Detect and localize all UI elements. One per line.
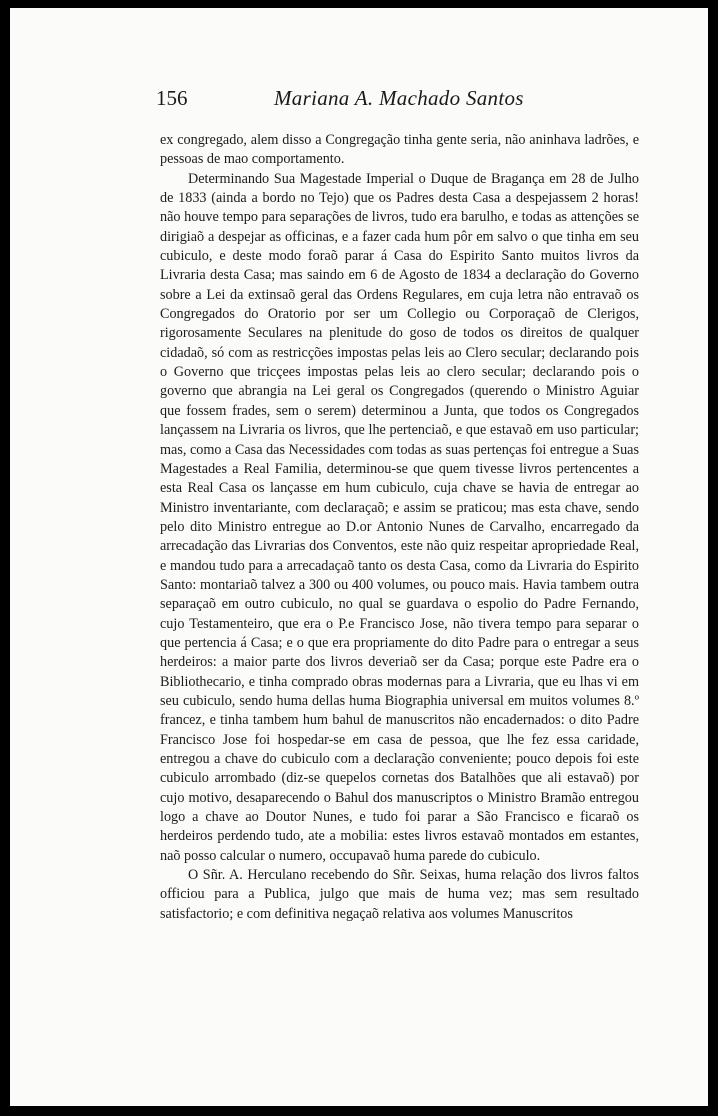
page-number: 156 [156, 86, 188, 110]
body-text [160, 131, 639, 924]
paragraph-continuation: ex congregado, alem disso a Congregação tinha gente seria, não aninhava ladrões, e pessoas de mao comportamento. [160, 132, 639, 168]
paragraph-herculano: O Sñr. A. Herculano recebendo do Sñr. Seixas, huma relação dos livros faltos officiou para a Publica, julgo que mais de huma vez; mas sem resultado satisfactorio; e com definitiva negaçaõ relativa aos volumes Manuscritos [160, 867, 639, 922]
running-title: Mariana A. Machado Santos [274, 86, 524, 110]
paragraph-main: Determinando Sua Magestade Imperial o Duque de Bragança em 28 de Julho de 1833 (ainda a bordo no Tejo) que os Padres desta Casa a despejassem 2 horas! não houve tempo para separações de livros, tudo era barulho, e todas as attenções se dirigiaõ a despejar as officinas, e a fazer cada hum pôr em salvo o que tinha em seu cubiculo, e deste modo foraõ parar á Casa do Espirito Santo muitos livros da Livraria desta Casa; mas saindo em 6 de Agosto de 1834 a declaração do Governo sobre a Lei da extinsaõ geral das Ordens Regulares, em cuja letra não entravaõ os Congregados do Oratorio por ser um Collegio ou Corporaçaõ de Clerigos, rigorosamente Seculares na plenitude do goso de todos os direitos de qualquer cidadaõ, só com as restricções impostas pelas leis ao Clero secular; declarando pois o Governo que tricçees impostas pelas leis ao clero secular; declarando pois o governo que abrangia na Lei geral os Congregados (querendo o Ministro Aguiar que fossem frades, sem o serem) determinou a Junta, que todos os Congregados lançassem na Livraria os livros, que lhe pertenciaõ, e que estavaõ em uso particular; mas, como a Casa das Necessidades com todas as suas pertenças foi entregue a Suas Magestades a Real Familia, determinou-se que quem tivesse livros pertencentes a esta Real Casa os lançasse em hum cubiculo, cuja chave se havia de entregar ao Ministro inventariante, com declaraçaõ; e assim se praticou; mas esta chave, sendo pelo dito Ministro entregue ao D.or Antonio Nunes de Carvalho, encarregado da arrecadação das Livrarias dos Conventos, este não quiz respeitar apropriedade Real, e mandou tudo para a arrecadaçaõ tanto os desta Casa, como da Livraria do Espirito Santo: montariaõ talvez a 300 ou 400 volumes, ou pouco mais. Havia tambem outra separaçaõ em outro cubiculo, no qual se guardava o espolio do Padre Fernando, cujo Testamenteiro, que era o P.e Francisco Jose, não tivera tempo para separar o que pertencia á Casa; e o que era propriamente do dito Padre para o entregar a seus herdeiros: a maior parte dos livros deveriaõ ser da Casa; porque este Padre era o Bibliothecario, e tinha comprado obras modernas para a Livraria, que eu lhas vi em seu cubiculo, sendo huma dellas huma Biographia universal em muitos volumes 8.º francez, e tinha tambem hum bahul de manuscritos não encadernados: o dito Padre Francisco Jose foi hospedar-se em casa de pessoa, que lhe fez essa caridade, entregou a chave do cubiculo com a declaração conveniente; pouco depois foi este cubiculo arrombado (diz-se quepelos cornetas dos Batalhões que ali estavaõ) por cujo motivo, desaparecendo o Bahul dos manuscriptos o Ministro Bramão entregou logo a chave ao Doutor Nunes, e tudo foi parar a São Francisco e ficaraõ os herdeiros perdendo tudo, ate a mobilia: estes livros estavaõ montados em estantes, naõ posso calcular o numero, occupavaõ huma parede do cubiculo. [160, 170, 639, 864]
page-header [156, 86, 638, 126]
document-page [10, 8, 708, 1106]
